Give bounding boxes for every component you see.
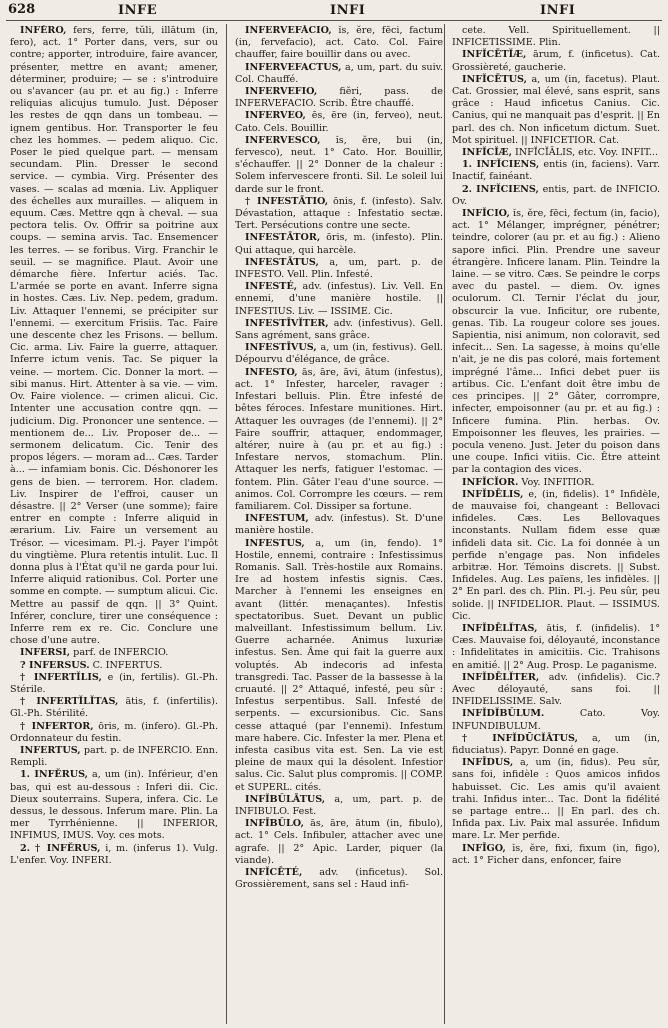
dictionary-entry bbox=[452, 25, 660, 49]
dictionary-entry bbox=[10, 721, 218, 745]
dictionary-entry bbox=[452, 477, 660, 489]
dictionary-entry bbox=[452, 49, 660, 73]
entry-definition: INFĬCĬĀLIS, etc. Voy. INFIT... bbox=[511, 147, 659, 159]
entry-headword: INFESTĪVUS, bbox=[245, 342, 317, 354]
entry-headword: INFĬCĒTĬÆ, bbox=[462, 49, 527, 61]
dictionary-entry bbox=[235, 318, 443, 342]
dictionary-entry bbox=[235, 818, 443, 867]
entry-headword: † INFĬDŪCĬĀTUS, bbox=[462, 732, 578, 744]
entry-definition: a, um, part. p. de INFESTO. Vell. Plin. Infesté. bbox=[235, 256, 443, 281]
dictionary-entry bbox=[235, 538, 443, 794]
entry-headword: INFĬDĬBŬLUM. bbox=[462, 708, 545, 720]
entry-definition: part. p. de INFERCIO. Enn. Rempli. bbox=[10, 744, 218, 769]
entry-headword: † INFESTĀTIO, bbox=[245, 195, 329, 207]
running-header-right: INFI bbox=[540, 3, 576, 18]
entry-definition: entis (in, faciens). Varr. Inactif, fainéant. bbox=[452, 159, 660, 183]
dictionary-entry bbox=[235, 513, 443, 537]
dictionary-entry bbox=[452, 708, 660, 732]
entry-headword: INFĬDĒLĬTAS, bbox=[462, 622, 538, 634]
entry-headword: INFERVEFĂCIO, bbox=[245, 25, 332, 36]
entry-headword: INFĬCIO, bbox=[462, 208, 510, 220]
dictionary-entry bbox=[10, 745, 218, 769]
entry-headword: INFĬBŬLĀTUS, bbox=[245, 793, 326, 805]
entry-definition: parf. de INFERCIO. bbox=[70, 647, 169, 659]
dictionary-entry bbox=[452, 672, 660, 709]
entry-headword: INFĬDĒLIS, bbox=[462, 488, 524, 500]
entry-definition: a, um (in, fiduciatus). Papyr. Donné en gage. bbox=[452, 732, 660, 756]
running-header-center: INFI bbox=[330, 3, 366, 18]
entry-definition: ĭs, ĕre, fixi, fixum (in, figo), act. 1° Ficher dans, enfoncer, faire bbox=[452, 842, 660, 866]
dictionary-entry bbox=[235, 135, 443, 196]
entry-definition: ārum, f. (inficetus). Cat. Grossièreté, gaucherie. bbox=[452, 49, 660, 73]
entry-headword: 1. INFĔRUS, bbox=[20, 769, 88, 781]
dictionary-entry bbox=[235, 867, 443, 891]
dictionary-entry bbox=[452, 74, 660, 147]
dictionary-entry bbox=[235, 62, 443, 86]
entry-definition: ĭs, ĕre, bui (in, fervesco), neut. 1° Cato. Hor. Bouillir, s'échauffer. || 2° Donner de la chaleur : Solem infervescere fronti. Sil. Le soleil lui darde sur le front. bbox=[235, 134, 443, 195]
entry-headword: 1. INFĬCIENS, bbox=[462, 159, 540, 171]
entry-headword: INFĪBŬLO, bbox=[245, 818, 304, 830]
dictionary-entry bbox=[10, 660, 218, 672]
entry-headword: INFĬCĬOR. bbox=[462, 476, 519, 488]
dictionary-entry bbox=[452, 184, 660, 208]
entry-definition: adv. (infestus). St. D'une manière hostile. bbox=[235, 513, 443, 537]
entry-definition: i, m. (inferus 1). Vulg. L'enfer. Voy. INFERI. bbox=[10, 842, 218, 866]
column-divider-2 bbox=[444, 24, 445, 1024]
dictionary-entry bbox=[10, 25, 218, 647]
entry-definition: ās, āre, ātum (in, fibulo), act. 1° Cels. Infibuler, attacher avec une agrafe. || 2° Apic. Larder, piquer (la viande). bbox=[235, 818, 443, 866]
dictionary-entry bbox=[452, 843, 660, 867]
dictionary-entry bbox=[10, 843, 218, 867]
entry-headword: INFESTĀTUS, bbox=[245, 256, 319, 268]
entry-definition: fers, ferre, tŭli, illātum (in, fero), act. 1° Porter dans, vers, sur ou contre; apporter, introduire, faire avancer, présenter, mettre en avant; amener, déterminer, produire; — se : s'introduire ou s'avancer (au pr. et au fig.) : Inferre reliquias alicujus tumulo. Just. Déposer les restes de qqn dans un tombeau. — ignem gentibus. Hor. Transporter le feu chez les hommes. — pedem aliquo. Cic. Poser le pied quelque part. — mensam secundam. Plin. Dresser le second service. — cymbia. Virg. Présenter des vases. — scalas ad mœnia. Liv. Appliquer des échelles aux murailles. — aliquem in equum. Cæs. Mettre qqn à cheval. — sua pectora telis. Ov. Offrir sa poitrine aux coups. — semina arvis. Tac. Ensemencer les terres. — se foribus. Virg. Franchir le seuil. — se magnifice. Plaut. Avoir une démarche fière. Infertur aciés. Tac. L'armée se porte en avant. Inferre signa in hostes. Cæs. Liv. Nep. pedem, gradum. Liv. Attaquer l'ennemi, se précipiter sur l'ennemi. — exercitum Frisiis. Tac. Faire une descente chez les Frisons. — bellum. Cic. arma. Liv. Faire la guerre, attaquer. Inferre ictum venis. Tac. Se piquer la veine. — mortem. Cic. Donner la mort. — sibi manus. Hirt. Attenter à sa vie. — vim. Ov. Faire violence. — crimen alicui. Cic. Intenter une accusation contre qqn. — judicium. Dig. Prononcer une sentence. — mentionem de... Liv. Proposer de... — sermonem delicatum. Cic. Tenir des propos légers. — moram ad... Cæs. Tarder à... — infamiam bonis. Cic. Déshonorer les gens de bien. — terrorem. Hor. cladem. Liv. Inspirer de l'effroi, causer un désastre. || 2° Verser (une somme); faire entrer en compte : Inferre aliquid in ærarium. Liv. Faire un versement au Trésor. — vicesimam. Pl.-j. Payer l'impôt du vingtième. Plura retentis intulit. Luc. Il donna plus à l'État qu'il ne garda pour lui. Inferre aliquid rationibus. Col. Porter une somme en compte. — sumptum alicui. Cic. Mettre au passif de qqn. || 3° Quint. Inférer, conclure, tirer une conséquence : Inferre rem ex re. Cic. Conclure une chose d'une autre. bbox=[10, 25, 218, 647]
column-right bbox=[452, 25, 660, 1024]
dictionary-entry bbox=[235, 25, 443, 62]
entry-headword: INFESTO, bbox=[245, 366, 298, 378]
entry-headword: INFĬCĒTÉ, bbox=[245, 867, 303, 879]
dictionary-entry bbox=[452, 147, 660, 159]
entry-headword: INFESTUS, bbox=[245, 537, 305, 549]
entry-headword: INFESTĪVĬTER, bbox=[245, 317, 329, 329]
dictionary-entry bbox=[235, 281, 443, 318]
entry-headword: INFERSI, bbox=[20, 647, 71, 659]
entry-definition: ātis, f. (infertilis). Gl.-Ph. Stérilité. bbox=[10, 696, 218, 720]
page-number: 628 bbox=[8, 2, 36, 17]
entry-definition: e, (in, fidelis). 1° Infidèle, de mauvaise foi, changeant : Bellovaci infideles. Cæs. Les Bellovaques inconstants. Nullam fidem esse quæ infideli data sit. Cic. La foi donnée à un perfide n'engage pas. Non infideles arbitræ. Hor. Témoins discrets. || Subst. Infideles. Aug. Les païens, les infidèles. || 2° En parl. des ch. Plin. Pl.-j. Peu sûr, peu solide. || INFIDELIOR. Plaut. — ISSIMUS. Cic. bbox=[452, 488, 660, 622]
dictionary-entry bbox=[10, 769, 218, 842]
entry-definition: a, um, part. p. de INFIBULO. Fest. bbox=[235, 793, 443, 817]
entry-headword: 2. † INFĔRUS, bbox=[20, 842, 101, 854]
entry-headword: INFERVEFIO, bbox=[245, 86, 318, 98]
entry-definition: a, um, part. du suiv. Col. Chauffé. bbox=[235, 61, 443, 85]
entry-headword: † INFERTOR, bbox=[20, 720, 94, 732]
dictionary-entry bbox=[452, 757, 660, 842]
entry-definition: a, um (in, fendo). 1° Hostile, ennemi, contraire : Infestissimus Romanis. Sall. Très-hostile aux Romains. Ire ad hostem infestis signis. Cæs. Marcher à l'ennemi les enseignes en avant (littér. menaçantes). Infestis spectatoribus. Suet. Devant un public malveillant. Infestissimum bellum. Liv. Guerre acharnée. Animus luxuriæ infestus. Sen. Âme qui fait la guerre aux voluptés. Ab indecoris ad infesta transgredi. Tac. Passer de la bassesse à la cruauté. || 2° Attaqué, infesté, peu sûr : Infestus serpentibus. Sall. Infesté de serpents. — excursionibus. Cic. Sans cesse attaqué (par l'ennemi). Infestum mare habere. Cic. Infester la mer. Plena et infesta casibus vita est. Sen. La vie est pleine de maux qui la désolent. Infestior salus. Cic. Salut plus compromis. || COMP. et SUPERL. cités. bbox=[235, 537, 443, 793]
entry-definition: e (in, fertilis). Gl.-Ph. Stérile. bbox=[10, 671, 218, 695]
entry-headword: INFĬCĒTUS, bbox=[462, 73, 527, 85]
entry-definition: ĭs, ĕre, fēci, fectum (in, facio), act. 1° Mélanger, imprégner, pénétrer; teindre, colorer (au pr. et au fig.) : Alieno sapore infici. Plin. Prendre une saveur étrangère. Inficere lanam. Plin. Teindre la laine. — se vitro. Cæs. Se peindre le corps avec du pastel. — diem. Ov. ignes oculorum. Cl. Ternir l'éclat du jour, obscurcir la vue. Inficitur, ore rubente, genas. Tib. La rougeur colore ses joues. Sapientia, nisi animum, non coloravit, sed infecit... Sen. La sagesse, à moins qu'elle n'ait, je ne dis pas coloré, mais fortement imprégné l'âme... Infici debet puer iis artibus. Cic. L'enfant doit être imbu de ces principes. || 2° Gâter, corrompre, infecter, empoisonner (au pr. et au fig.) : Inficere fumina. Plin. herbas. Ov. Empoisonner les fleuves, les prairies. — pocula veneno. Just. Jeter du poison dans une coupe. Infici vitiis. Cic. Être atteint par la contagion des vices. bbox=[452, 208, 660, 476]
entry-definition: ōris, m. (infesto). Plin. Qui attaque, qui harcèle. bbox=[235, 232, 443, 256]
entry-definition: cete. Vell. Spirituellement. || INFICETISSIME. Plin. bbox=[452, 25, 660, 49]
dictionary-entry bbox=[235, 232, 443, 256]
entry-headword: INFĬCĬÆ, bbox=[462, 147, 512, 159]
entry-headword: † INFERTĬLIS, bbox=[20, 671, 102, 683]
dictionary-entry bbox=[235, 257, 443, 281]
entry-definition: entis, part. de INFICIO. Ov. bbox=[452, 183, 660, 207]
entry-headword: INFERVEO, bbox=[245, 110, 306, 122]
entry-definition: adv. (infidelis). Cic.? Avec déloyauté, sans foi. || INFIDELISSIME. Salv. bbox=[452, 671, 660, 708]
dictionary-entry bbox=[452, 733, 660, 757]
dictionary-entry bbox=[452, 208, 660, 476]
entry-headword: INFESTĀTOR, bbox=[245, 232, 321, 244]
entry-definition: a, um (in, fidus). Peu sûr, sans foi, infidèle : Quos amicos infidos habuisset. Cic. Les amis qu'il avaient trahi. Infidus inter... Tac. Dont la fidélité se partage entre... || En parl. des ch. Infida pax. Liv. Paix mal assurée. Infidum mare. Lr. Mer perfide. bbox=[452, 757, 660, 842]
dictionary-entry bbox=[235, 196, 443, 233]
entry-definition: a, um (in, festivus). Gell. Dépourvu d'élégance, de grâce. bbox=[235, 342, 443, 366]
dictionary-entry bbox=[235, 342, 443, 366]
dictionary-entry bbox=[235, 367, 443, 513]
column-middle bbox=[235, 25, 443, 1024]
entry-headword: † INFERTĬLĬTAS, bbox=[20, 696, 119, 708]
entry-definition: ātis, f. (infidelis). 1° Cæs. Mauvaise foi, déloyauté, inconstance : Infidelitates in amicitiis. Cic. Trahisons en amitié. || 2° Aug. Prosp. Le paganisme. bbox=[452, 622, 660, 671]
dictionary-entry bbox=[235, 110, 443, 134]
entry-headword: INFERTUS, bbox=[20, 744, 81, 756]
entry-headword: INFĪGO, bbox=[462, 842, 506, 854]
dictionary-entry bbox=[10, 696, 218, 720]
entry-definition: C. INFERTUS. bbox=[89, 659, 163, 671]
entry-definition: ōris, m. (infero). Gl.-Ph. Ordonnateur du festin. bbox=[10, 720, 218, 744]
entry-headword: ? INFERSUS. bbox=[20, 659, 90, 671]
dictionary-entry bbox=[235, 86, 443, 110]
dictionary-entry bbox=[452, 623, 660, 672]
entry-definition: ĭs, ĕre, fēci, factum (in, fervefacio), act. Cato. Col. Faire chauffer, faire bouillir dans ou avec. bbox=[235, 25, 443, 61]
entry-definition: ōnis, f. (infesto). Salv. Dévastation, attaque : Infestatio sectæ. Tert. Persécutions contre une secte. bbox=[235, 195, 443, 232]
entry-headword: INFĔRO, bbox=[20, 25, 67, 36]
entry-headword: 2. INFĬCIENS, bbox=[462, 183, 539, 195]
dictionary-entry bbox=[452, 159, 660, 183]
dictionary-entry bbox=[10, 647, 218, 659]
column-divider-1 bbox=[226, 24, 227, 1024]
dictionary-entry bbox=[235, 794, 443, 818]
entry-headword: INFESTÉ, bbox=[245, 281, 298, 293]
entry-headword: INFERVESCO, bbox=[245, 134, 321, 146]
entry-definition: a, um (in, facetus). Plaut. Cat. Grossier, mal élevé, sans esprit, sans grâce : Haud inficetus Canius. Cic. Canius, qui ne manquait pas d'esprit. || En parl. des ch. Non inficetum dictum. Suet. Mot spirituel. || INFICETIOR. Cat. bbox=[452, 73, 660, 146]
entry-headword: INFERVEFACTUS, bbox=[245, 61, 342, 73]
entry-headword: INFESTUM, bbox=[245, 513, 309, 525]
running-header-left: INFE bbox=[118, 3, 158, 18]
column-left bbox=[10, 25, 218, 1024]
header-rule bbox=[6, 20, 662, 21]
entry-definition: fiĕri, pass. de INFERVEFACIO. Scrib. Être chauffé. bbox=[235, 86, 443, 110]
dictionary-entry bbox=[10, 672, 218, 696]
entry-definition: adv. (infestivus). Gell. Sans agrément, sans grâce. bbox=[235, 317, 443, 342]
entry-definition: adv. (infestus). Liv. Vell. En ennemi, d'une manière hostile. || INFESTIUS. Liv. — ISSIME. Cic. bbox=[235, 281, 443, 317]
entry-definition: ās, āre, āvi, ātum (infestus), act. 1° Infester, harceler, ravager : Infestari belluis. Plin. Être infesté de bêtes féroces. Infestare munitiones. Hirt. Attaquer les ouvrages (de l'ennemi). || 2° Faire souffrir, attaquer, endommager, altérer, nuire à (au pr. et au fig.) : Infestare nervos, stomachum. Plin. Attaquer les nerfs, fatiguer l'estomac. — fontem. Plin. Gâter l'eau d'une source. — animos. Col. Corrompre les cœurs. — rem familiarem. Col. Dissiper sa fortune. bbox=[235, 366, 443, 512]
entry-definition: Cato. Voy. INFUNDIBULUM. bbox=[452, 708, 660, 732]
dictionary-entry bbox=[452, 489, 660, 623]
entry-headword: INFĬDĒLĬTER, bbox=[462, 671, 540, 683]
entry-headword: INFĪDUS, bbox=[462, 757, 514, 769]
entry-definition: Voy. INFITIOR. bbox=[518, 476, 595, 488]
entry-definition: adv. (inficetus). Sol. Grossièrement, sans sel : Haud infi- bbox=[235, 867, 443, 891]
entry-definition: ēs, ēre (in, ferveo), neut. Cato. Cels. Bouillir. bbox=[235, 110, 443, 134]
entry-definition: a, um (in). Inférieur, d'en bas, qui est au-dessous : Inferi dii. Cic. Dieux souterrains. Supera, infera. Cic. Le dessus, le dessous. Inferum mare. Plin. La mer Tyrrhénienne. || INFERIOR, INFIMUS, IMUS. Voy. ces mots. bbox=[10, 769, 218, 842]
